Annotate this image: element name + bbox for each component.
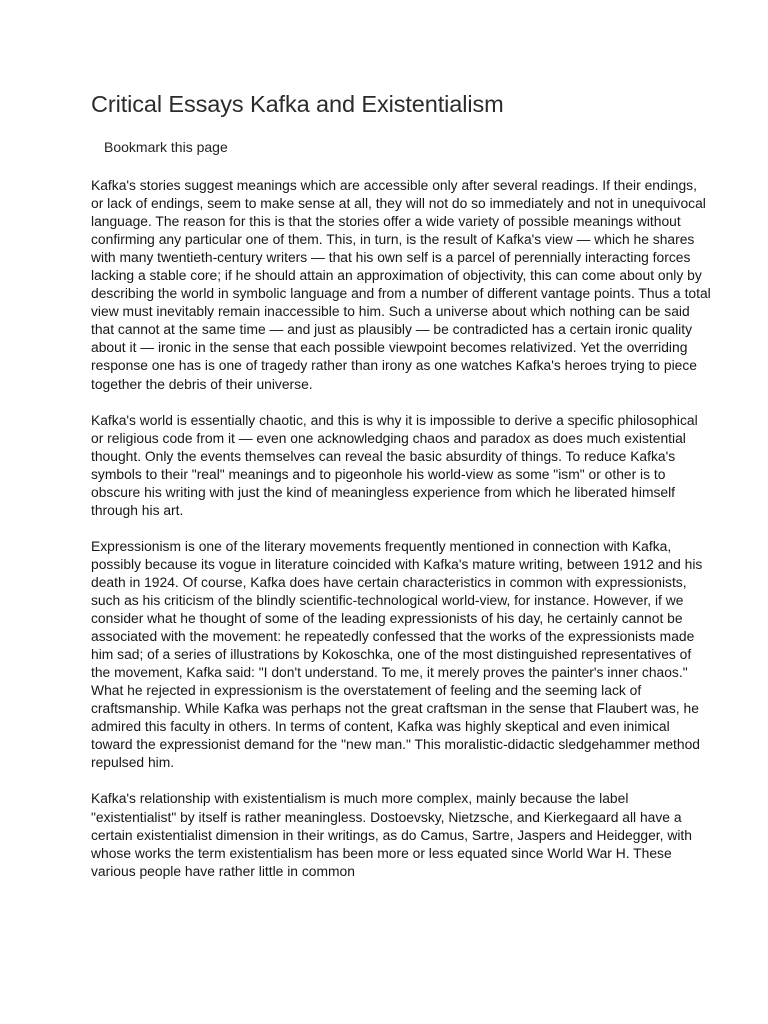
paragraph-3: Expressionism is one of the literary movements frequently mentioned in connection with Kafka, possibly because its vogue in literature coincided with Kafka's mature writing, between 1912 and his death in 1924. Of course, Kafka does have certain characteristics in common with expressionists, such as his criticism of the blindly scientific-technological world-view, for instance. However, if we consider what he thought of some of the leading expressionists of his day, he certainly cannot be associated with the movement: he repeatedly confessed that the works of the expressionists made him sad; of a series of illustrations by Kokoschka, one of the most distinguished representatives of the movement, Kafka said: "I don't understand. To me, it merely proves the painter's inner chaos." What he rejected in expressionism is the overstatement of feeling and the seeming lack of craftsmanship. While Kafka was perhaps not the great craftsman in the sense that Flaubert was, he admired this faculty in others. In terms of content, Kafka was highly skeptical and even inimical toward the expressionist demand for the "new man." This moralistic-didactic sledgehammer method repulsed him. [91, 537, 703, 771]
article-body [91, 176, 711, 880]
bookmark-link[interactable]: Bookmark this page [104, 139, 228, 155]
article [91, 88, 711, 898]
page-title: Critical Essays Kafka and Existentialism [91, 91, 504, 117]
paragraph-1: Kafka's stories suggest meanings which are accessible only after several readings. If their endings, or lack of endings, seem to make sense at all, they will not do so immediately and not in unequivocal language. The reason for this is that the stories offer a wide variety of possible meanings without confirming any particular one of them. This, in turn, is the result of Kafka's view — which he shares with many twentieth-century writers — that his own self is a parcel of perennially interacting forces lacking a stable core; if he should attain an approximation of objectivity, this can come about only by describing the world in symbolic language and from a number of different vantage points. Thus a total view must inevitably remain inaccessible to him. Such a universe about which nothing can be said that cannot at the same time — and just as plausibly — be contradicted has a certain ironic quality about it — ironic in the sense that each possible viewpoint becomes relativized. Yet the overriding response one has is one of tragedy rather than irony as one watches Kafka's heroes trying to piece together the debris of their universe. [91, 177, 711, 392]
paragraph-2: Kafka's world is essentially chaotic, and this is why it is impossible to derive a specific philosophical or religious code from it — even one acknowledging chaos and paradox as does much existential thought. Only the events themselves can reveal the basic absurdity of things. To reduce Kafka's symbols to their "real" meanings and to pigeonhole his world-view as some "ism" or other is to obscure his writing with just the kind of meaningless experience from which he liberated himself through his art. [91, 411, 698, 518]
paragraph-4: Kafka's relationship with existentialism is much more complex, mainly because the label "existentialist" by itself is rather meaningless. Dostoevsky, Nietzsche, and Kierkegaard all have a certain existentialist dimension in their writings, as do Camus, Sartre, Jaspers and Heidegger, with whose works the term existentialism has been more or less equated since World War H. These various people have rather little in common [91, 790, 692, 879]
